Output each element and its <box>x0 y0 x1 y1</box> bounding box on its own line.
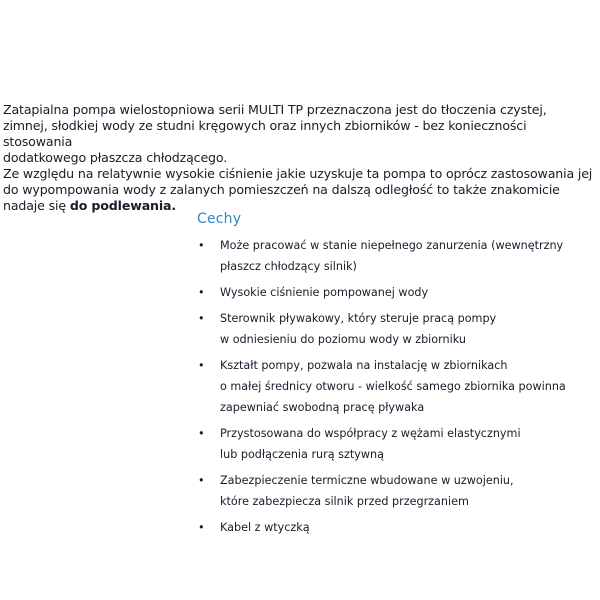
list-item <box>196 423 596 465</box>
list-item-line: Może pracować w stanie niepełnego zanurzenia (wewnętrzny <box>220 239 564 252</box>
list-item-line: w odniesieniu do poziomu wody w zbiorniku <box>220 333 466 346</box>
bullet-icon: • <box>198 239 205 252</box>
list-item <box>196 517 596 538</box>
list-item-line: które zabezpiecza silnik przed przegrzaniem <box>220 495 469 508</box>
list-item-line: Sterownik pływakowy, który steruje pracą pompy <box>220 312 497 325</box>
intro-line <box>3 198 593 214</box>
list-item <box>196 355 596 418</box>
bullet-icon: • <box>198 427 205 440</box>
list-item-line: Kształt pompy, pozwala na instalację w zbiornikach <box>220 359 508 372</box>
list-item-line: Wysokie ciśnienie pompowanej wody <box>220 286 429 299</box>
list-item-line: płaszcz chłodzący silnik) <box>220 260 357 273</box>
list-item-line: Kabel z wtyczką <box>220 521 310 534</box>
intro-paragraph <box>3 102 593 214</box>
bullet-icon: • <box>198 474 205 487</box>
list-item-line: lub podłączenia rurą sztywną <box>220 448 384 461</box>
list-item <box>196 308 596 350</box>
list-item <box>196 470 596 512</box>
intro-line: dodatkowego płaszcza chłodzącego. <box>3 150 228 165</box>
intro-line: zimnej, słodkiej wody ze studni kręgowych oraz innych zbiorników - bez konieczności stosowania <box>3 118 527 149</box>
list-item-line: zapewniać swobodną pracę pływaka <box>220 401 425 414</box>
list-item-line: Przystosowana do współpracy z wężami elastycznymi <box>220 427 521 440</box>
intro-line: Zatapialna pompa wielostopniowa serii MULTI TP przeznaczona jest do tłoczenia czystej, <box>3 102 547 117</box>
bullet-icon: • <box>198 312 205 325</box>
intro-text: nadaje się <box>3 198 70 213</box>
intro-emphasis: do podlewania. <box>69 198 177 213</box>
features-list <box>196 235 596 543</box>
intro-line: Ze względu na relatywnie wysokie ciśnienie jakie uzyskuje ta pompa to oprócz zastosowania jej <box>3 166 593 181</box>
list-item-line: o małej średnicy otworu - wielkość samego zbiornika powinna <box>220 380 566 393</box>
list-item <box>196 282 596 303</box>
features-heading: Cechy <box>197 211 242 227</box>
bullet-icon: • <box>198 521 205 534</box>
intro-line: do wypompowania wody z zalanych pomieszczeń na dalszą odległość to także znakomicie <box>3 182 560 197</box>
list-item-line: Zabezpieczenie termiczne wbudowane w uzwojeniu, <box>220 474 514 487</box>
bullet-icon: • <box>198 359 205 372</box>
list-item <box>196 235 596 277</box>
bullet-icon: • <box>198 286 205 299</box>
